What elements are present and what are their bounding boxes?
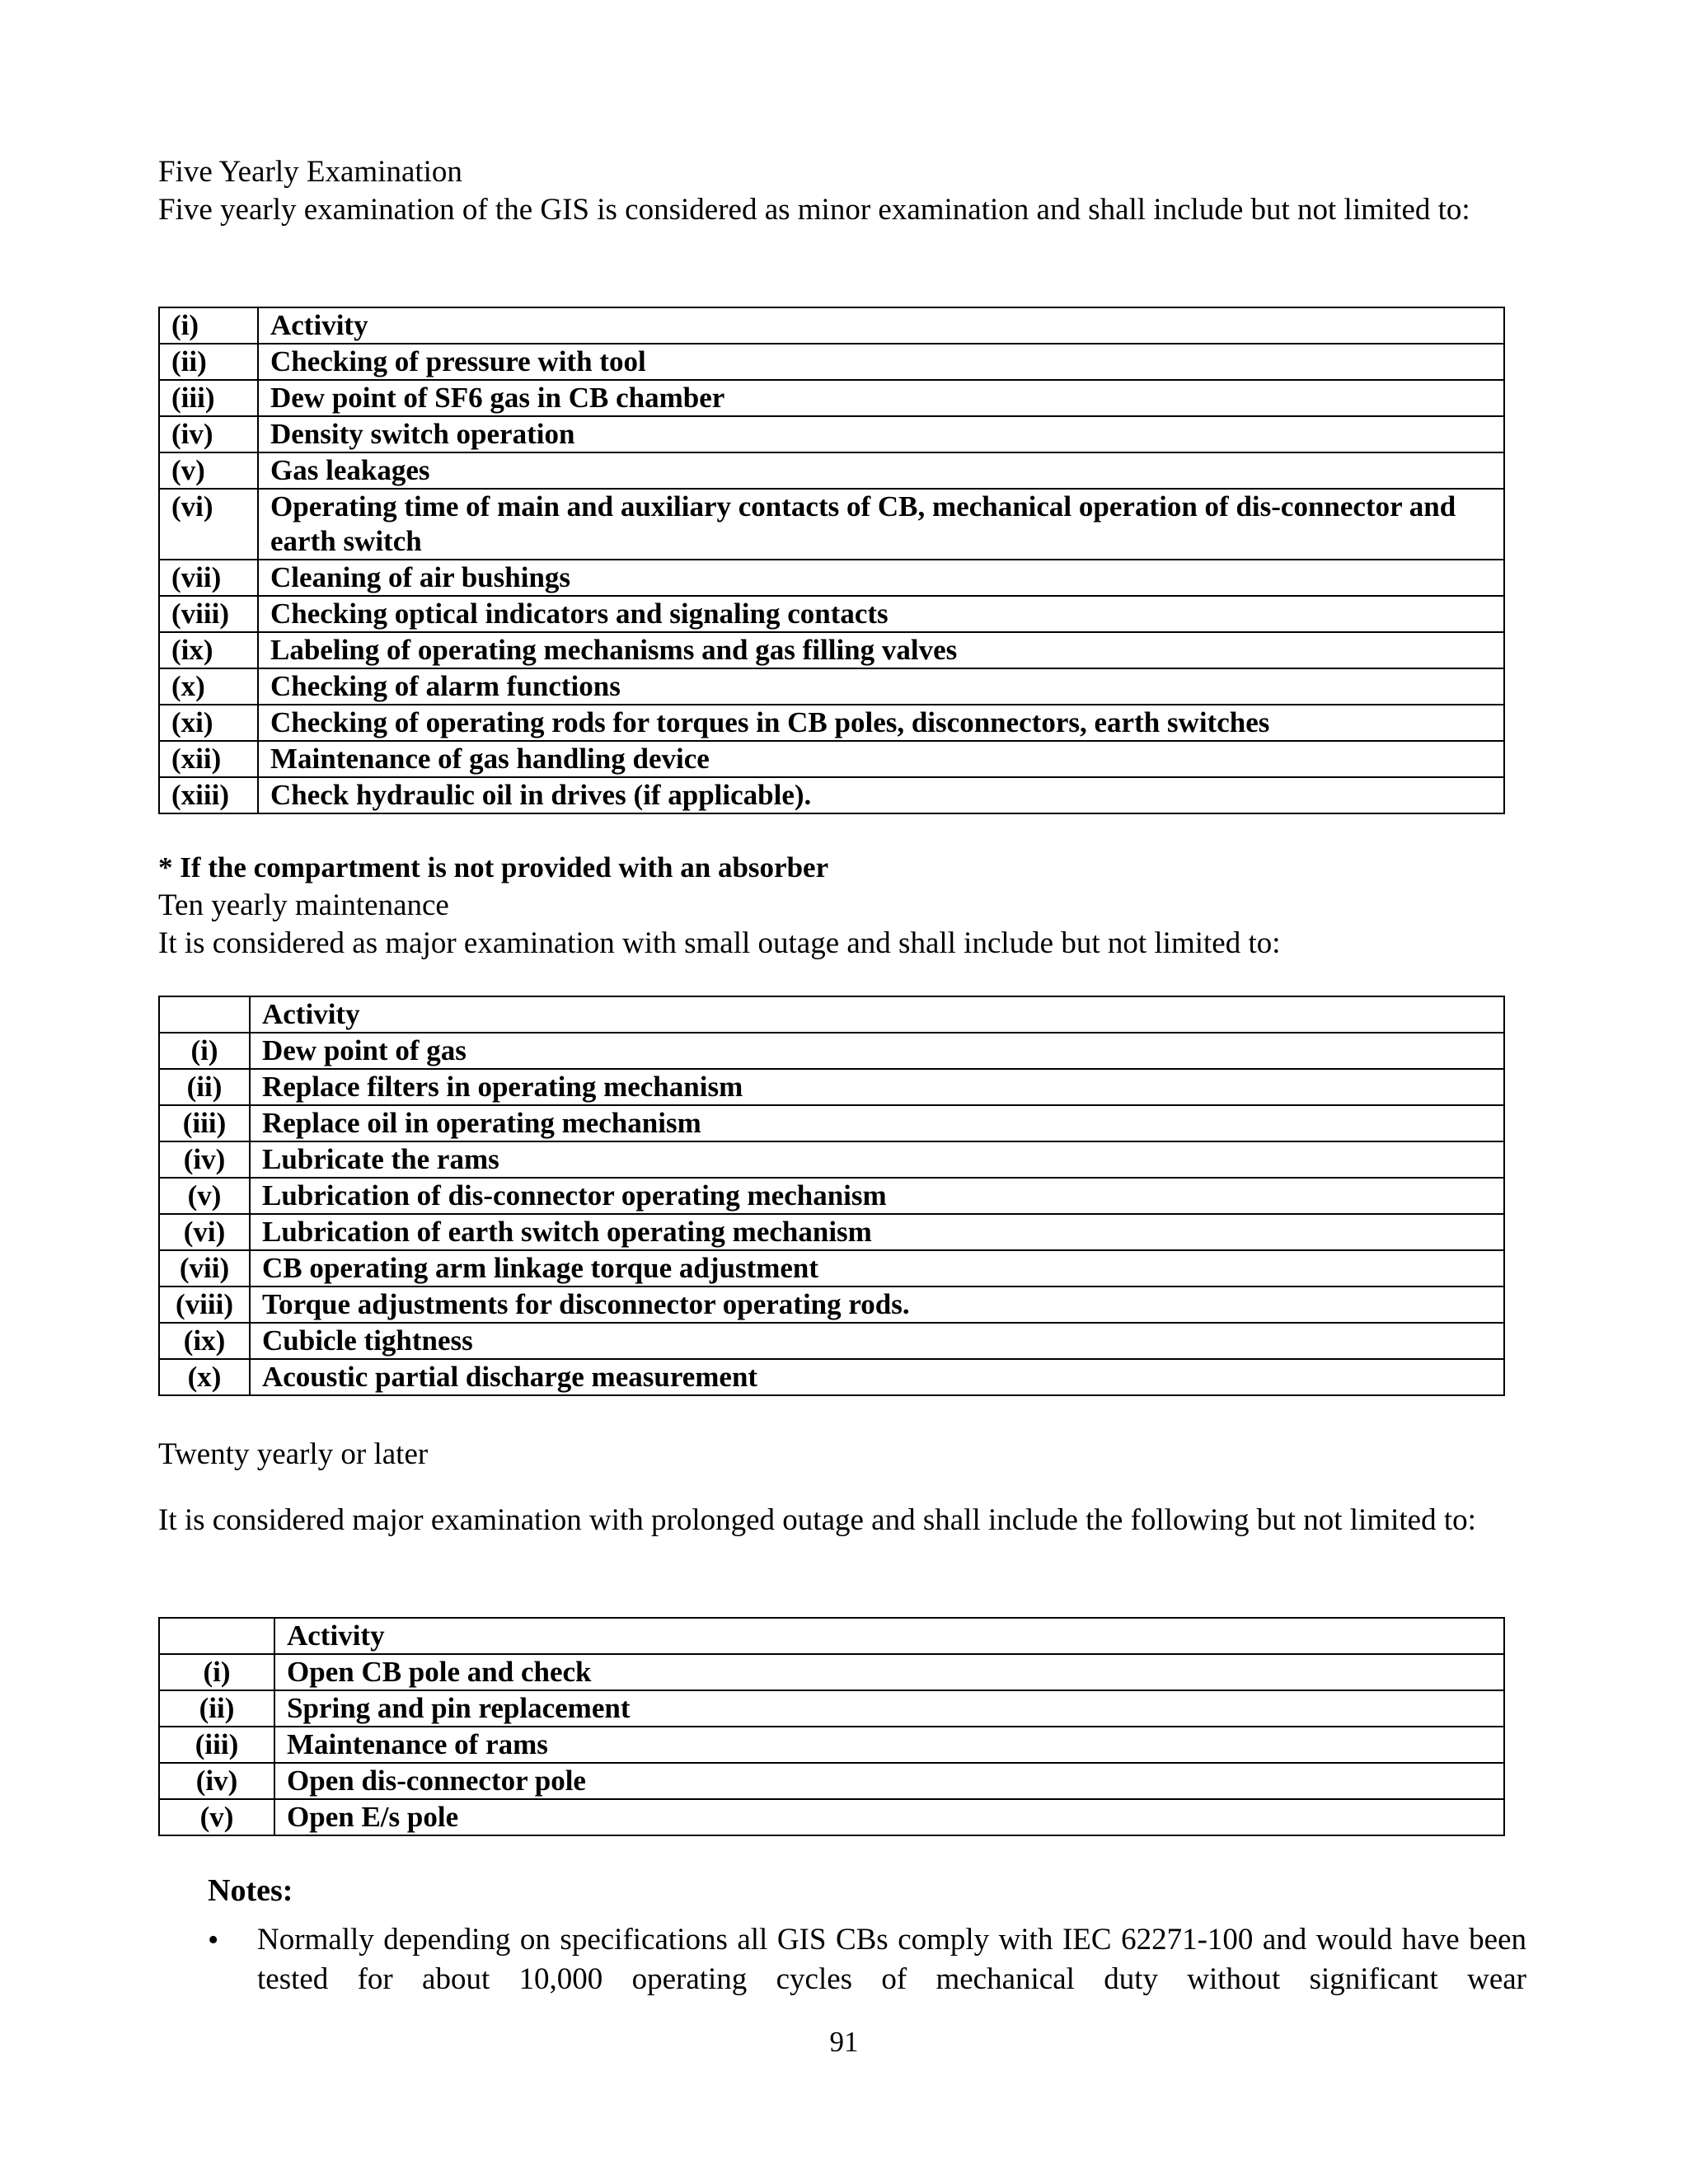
section-heading-twenty-yearly: Twenty yearly or later xyxy=(158,1437,429,1471)
table-row xyxy=(159,1033,1504,1069)
activity-cell: Cubicle tightness xyxy=(250,1323,1504,1359)
row-number: (ii) xyxy=(159,344,258,380)
table-header-row xyxy=(159,996,1504,1033)
activity-cell: Labeling of operating mechanisms and gas filling valves xyxy=(258,632,1504,668)
table-row xyxy=(159,1069,1504,1105)
row-number: (ix) xyxy=(159,632,258,668)
table-row xyxy=(159,452,1504,489)
table-row xyxy=(159,1690,1504,1727)
table-header-row xyxy=(159,1618,1504,1654)
row-number: (viii) xyxy=(159,596,258,632)
table-row xyxy=(159,560,1504,596)
row-number: (iv) xyxy=(159,416,258,452)
page-number: 91 xyxy=(829,2026,859,2058)
table-row xyxy=(159,1799,1504,1835)
row-number-header xyxy=(159,1618,274,1654)
activity-cell: Checking of pressure with tool xyxy=(258,344,1504,380)
activity-header: Activity xyxy=(274,1618,1504,1654)
activity-cell: Open E/s pole xyxy=(274,1799,1504,1835)
row-number: (xiii) xyxy=(159,777,258,813)
table-row xyxy=(159,1141,1504,1178)
activity-cell: Replace filters in operating mechanism xyxy=(250,1069,1504,1105)
table-row xyxy=(159,1178,1504,1214)
table-row xyxy=(159,741,1504,777)
table-row xyxy=(159,777,1504,813)
activity-cell: Density switch operation xyxy=(258,416,1504,452)
row-number: (i) xyxy=(159,1033,250,1069)
row-number: (xi) xyxy=(159,705,258,741)
bullet-icon: • xyxy=(208,1923,219,1957)
table-row xyxy=(159,416,1504,452)
row-number: (iii) xyxy=(159,1727,274,1763)
row-number: (x) xyxy=(159,668,258,705)
row-number: (v) xyxy=(159,1178,250,1214)
row-number: (vii) xyxy=(159,1250,250,1286)
table-row xyxy=(159,705,1504,741)
activity-cell: Operating time of main and auxiliary contacts of CB, mechanical operation of dis-connector and earth switch xyxy=(258,489,1504,560)
note-item: Normally depending on specifications all GIS CBs comply with IEC 62271-100 and would have been tested for about 10,000 operating cycles of mechanical duty without significant wear xyxy=(257,1923,1526,1996)
section-intro-twenty-yearly: It is considered major examination with prolonged outage and shall include the following but not limited to: xyxy=(158,1503,1476,1537)
ten-yearly-activity-table xyxy=(158,996,1505,1396)
row-number: (vii) xyxy=(159,560,258,596)
activity-cell: Open dis-connector pole xyxy=(274,1763,1504,1799)
activity-cell: Spring and pin replacement xyxy=(274,1690,1504,1727)
activity-cell: Checking optical indicators and signaling contacts xyxy=(258,596,1504,632)
table-row xyxy=(159,1727,1504,1763)
section-heading-ten-yearly: Ten yearly maintenance xyxy=(158,888,449,922)
table-row xyxy=(159,596,1504,632)
activity-cell: Gas leakages xyxy=(258,452,1504,489)
activity-cell: Lubrication of earth switch operating mechanism xyxy=(250,1214,1504,1250)
table-row xyxy=(159,668,1504,705)
table-row xyxy=(159,344,1504,380)
row-number: (iv) xyxy=(159,1763,274,1799)
twenty-yearly-activity-table xyxy=(158,1617,1505,1836)
activity-cell: Check hydraulic oil in drives (if applicable). xyxy=(258,777,1504,813)
activity-cell: Checking of alarm functions xyxy=(258,668,1504,705)
section-heading-five-yearly: Five Yearly Examination xyxy=(158,155,462,189)
row-number-header xyxy=(159,996,250,1033)
row-number: (i) xyxy=(159,1654,274,1690)
section-intro-five-yearly: Five yearly examination of the GIS is considered as minor examination and shall include but not limited to: xyxy=(158,193,1470,227)
activity-cell: Dew point of SF6 gas in CB chamber xyxy=(258,380,1504,416)
row-number: (v) xyxy=(159,1799,274,1835)
section-intro-ten-yearly: It is considered as major examination with small outage and shall include but not limited to: xyxy=(158,926,1281,960)
row-number: (xii) xyxy=(159,741,258,777)
activity-cell: Checking of operating rods for torques in CB poles, disconnectors, earth switches xyxy=(258,705,1504,741)
table-row xyxy=(159,1359,1504,1395)
activity-cell: Lubrication of dis-connector operating mechanism xyxy=(250,1178,1504,1214)
activity-cell: Dew point of gas xyxy=(250,1033,1504,1069)
row-number: (iii) xyxy=(159,1105,250,1141)
activity-cell: Replace oil in operating mechanism xyxy=(250,1105,1504,1141)
table-row xyxy=(159,1250,1504,1286)
row-number: (x) xyxy=(159,1359,250,1395)
activity-cell: Torque adjustments for disconnector operating rods. xyxy=(250,1286,1504,1323)
row-number: (viii) xyxy=(159,1286,250,1323)
absorber-footnote: * If the compartment is not provided with an absorber xyxy=(158,851,829,883)
activity-cell: Acoustic partial discharge measurement xyxy=(250,1359,1504,1395)
table-row xyxy=(159,380,1504,416)
row-number: (iv) xyxy=(159,1141,250,1178)
table-row xyxy=(159,1214,1504,1250)
activity-cell: Activity xyxy=(258,307,1504,344)
table-row xyxy=(159,1763,1504,1799)
row-number: (vi) xyxy=(159,1214,250,1250)
activity-cell: Maintenance of rams xyxy=(274,1727,1504,1763)
table-row xyxy=(159,1323,1504,1359)
notes-heading: Notes: xyxy=(208,1873,293,1908)
activity-cell: Cleaning of air bushings xyxy=(258,560,1504,596)
row-number: (i) xyxy=(159,307,258,344)
activity-header: Activity xyxy=(250,996,1504,1033)
table-row xyxy=(159,632,1504,668)
row-number: (iii) xyxy=(159,380,258,416)
activity-cell: Maintenance of gas handling device xyxy=(258,741,1504,777)
row-number: (v) xyxy=(159,452,258,489)
five-yearly-activity-table xyxy=(158,307,1505,814)
row-number: (ix) xyxy=(159,1323,250,1359)
row-number: (ii) xyxy=(159,1690,274,1727)
activity-cell: Open CB pole and check xyxy=(274,1654,1504,1690)
table-row xyxy=(159,1286,1504,1323)
table-row xyxy=(159,307,1504,344)
table-row xyxy=(159,489,1504,560)
row-number: (ii) xyxy=(159,1069,250,1105)
row-number: (vi) xyxy=(159,489,258,560)
table-row xyxy=(159,1105,1504,1141)
table-row xyxy=(159,1654,1504,1690)
activity-cell: CB operating arm linkage torque adjustment xyxy=(250,1250,1504,1286)
activity-cell: Lubricate the rams xyxy=(250,1141,1504,1178)
